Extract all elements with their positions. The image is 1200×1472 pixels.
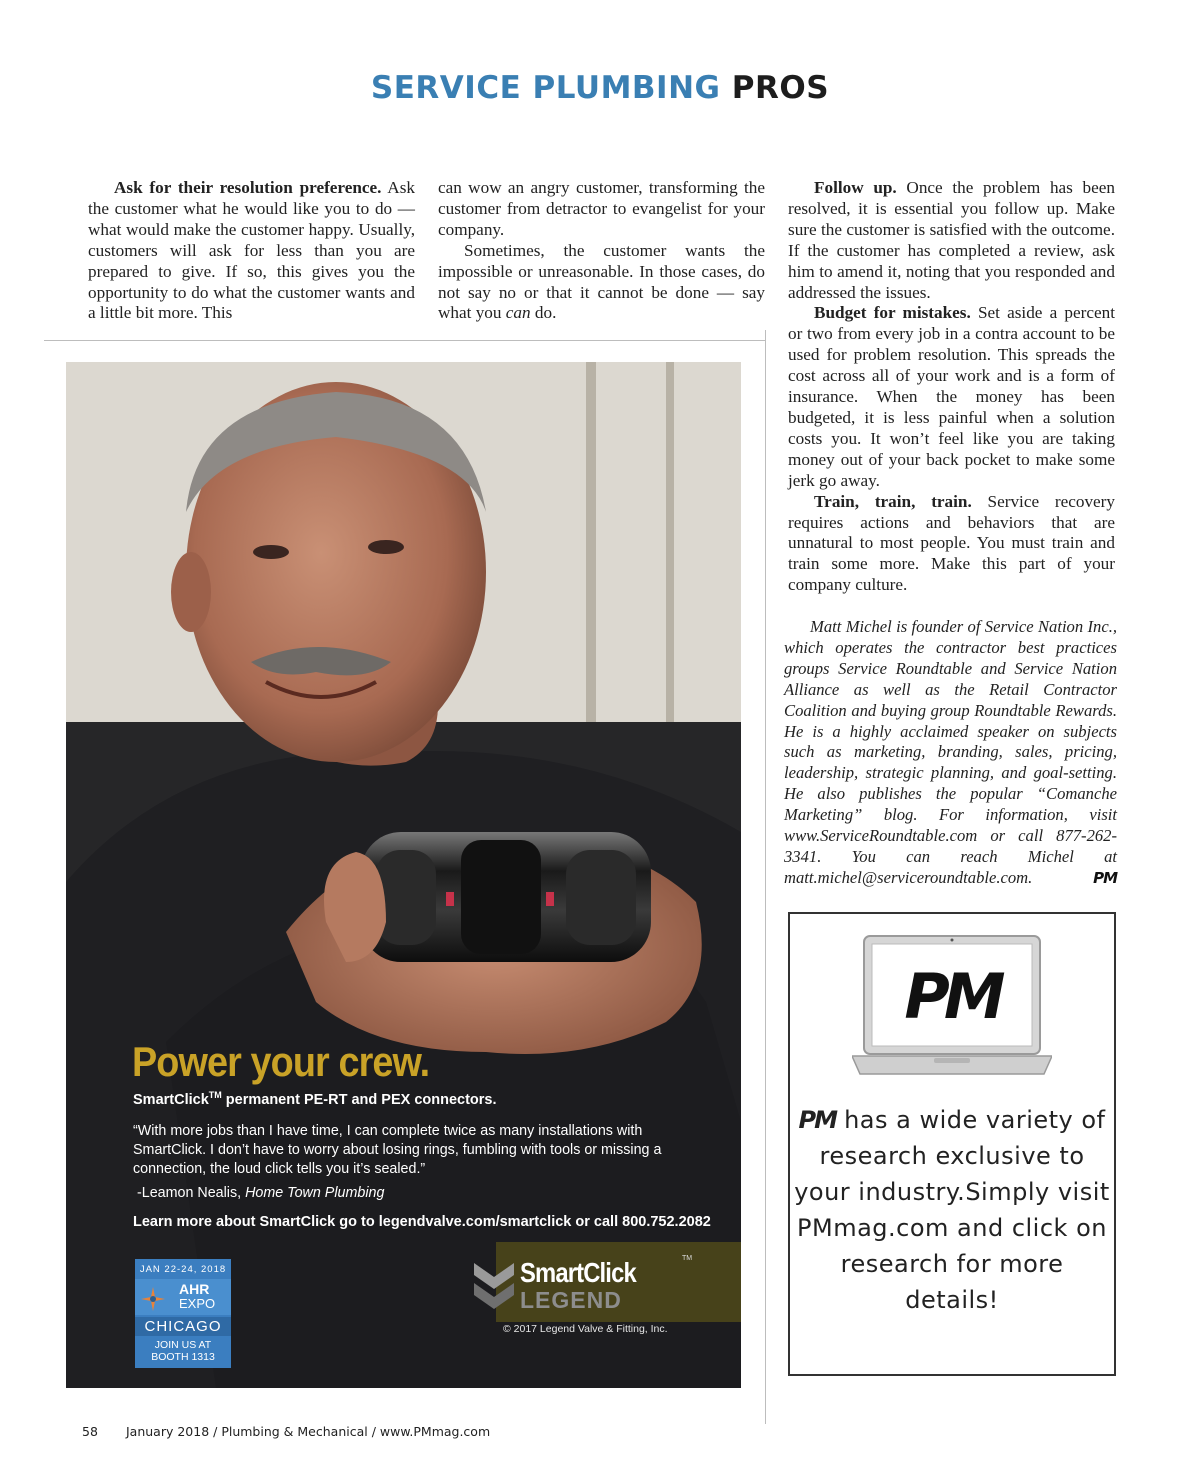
legend-chevron-icon bbox=[474, 1263, 514, 1313]
laptop-icon bbox=[852, 934, 1052, 1084]
paragraph-budget bbox=[788, 303, 1115, 491]
subhead-resolution-preference: Ask for their resolution preference. bbox=[114, 178, 382, 197]
bio-text: Matt Michel is founder of Service Nation Inc., which operates the contractor best practices groups Service Roundtable and Service Nation Alliance as well as the Retail Contractor Coalition and buying group Roundtable Rewards. He is a highly acclaimed speaker on subjects such as marketing, branding, sales, pricing, leadership, strategic planning, and goal-setting. He also publishes the popular “Comanche Marketing” blog. For information, visit www.ServiceRoundtable.com or call 877-262-3341. You can reach Michel at matt.michel@serviceroundtable.com. bbox=[784, 617, 1117, 887]
ahr-pinwheel-icon bbox=[141, 1287, 165, 1311]
paragraph-text: Set aside a percent or two from every job in a contra account to be used for problem resolution. This spreads the cost across all of your work and is a form of insurance. When the money has been budgeted, it is less painful when a solution costs you. It won’t feel like you are taking money out of your back pocket to make some jerk go away. bbox=[788, 303, 1115, 490]
article-column-2 bbox=[438, 178, 765, 324]
author-bio-text bbox=[784, 617, 1117, 889]
subhead-budget: Budget for mistakes. bbox=[814, 303, 971, 323]
paragraph-continuation bbox=[438, 178, 765, 241]
logo-smartclick-text: SmartClick bbox=[520, 1257, 636, 1288]
paragraph-follow-up bbox=[788, 178, 1115, 303]
paragraph-impossible bbox=[438, 241, 765, 325]
paragraph-text: Sometimes, the customer wants the impossible or unreasonable. In those cases, do not say no or that it cannot be done — say what you bbox=[438, 240, 765, 323]
ad-divider-horizontal bbox=[44, 340, 766, 341]
smartclick-advertisement[interactable] bbox=[66, 362, 741, 1388]
logo-legend-text: LEGEND bbox=[520, 1287, 622, 1313]
article-column-1 bbox=[88, 178, 415, 324]
expo-logo bbox=[135, 1279, 231, 1315]
pm-promo-body: has a wide variety of research exclusive to your industry.Simply visit PMmag.com and click on research for more details! bbox=[794, 1106, 1110, 1314]
ad-copyright: © 2017 Legend Valve & Fitting, Inc. bbox=[503, 1323, 668, 1335]
section-header-secondary: PROS bbox=[731, 70, 830, 106]
ad-sub-trademark: TM bbox=[208, 1090, 222, 1100]
paragraph-text: Service recovery requires actions and behaviors that are unnatural to most people. You must train and train some more. Make this part of your company culture. bbox=[788, 491, 1115, 595]
ad-call-to-action[interactable]: Learn more about SmartClick go to legendvalve.com/smartclick or call 800.752.2082 bbox=[133, 1214, 711, 1230]
article-column-3 bbox=[788, 178, 1115, 596]
page-footer bbox=[82, 1424, 490, 1439]
expo-name-ahr: AHR bbox=[179, 1281, 210, 1297]
pm-inline-logo: PM bbox=[798, 1106, 836, 1134]
section-header-primary: SERVICE PLUMBING bbox=[370, 70, 721, 106]
pm-promo-text bbox=[790, 1102, 1114, 1318]
pm-research-promo[interactable] bbox=[788, 912, 1116, 1376]
ad-headline: Power your crew. bbox=[132, 1038, 430, 1085]
expo-date: JAN 22-24, 2018 bbox=[139, 1264, 227, 1275]
section-header bbox=[0, 70, 1200, 106]
expo-join bbox=[135, 1339, 231, 1363]
subhead-train: Train, train, train. bbox=[814, 491, 972, 511]
logo-trademark: TM bbox=[682, 1255, 693, 1262]
author-bio bbox=[784, 617, 1117, 889]
pm-end-mark: PM bbox=[1093, 868, 1117, 887]
expo-join-line-1: JOIN US AT bbox=[154, 1339, 212, 1351]
expo-city: CHICAGO bbox=[135, 1317, 231, 1336]
ad-testimonial: “With more jobs than I have time, I can complete twice as many installations with SmartClick. I don’t have to worry about losing rings, fumbling with tools or missing a connection, the loud click tells you it’s sealed.” bbox=[133, 1123, 662, 1177]
paragraph-resolution-preference bbox=[88, 178, 415, 324]
attribution-company: Home Town Plumbing bbox=[245, 1185, 385, 1201]
page-number: 58 bbox=[82, 1424, 98, 1439]
footer-issue: January 2018 / Plumbing & Mechanical / www.PMmag.com bbox=[125, 1424, 491, 1439]
emphasis-can: can bbox=[505, 303, 531, 323]
ad-subheadline bbox=[133, 1090, 497, 1108]
ad-sub-brand: SmartClick bbox=[133, 1091, 209, 1108]
subhead-follow-up: Follow up. bbox=[814, 178, 897, 197]
expo-name-expo: EXPO bbox=[179, 1296, 216, 1311]
laptop-screen-pm-logo: PM bbox=[904, 960, 1000, 1033]
ad-photo-illustration bbox=[66, 362, 741, 1388]
ahr-expo-badge bbox=[135, 1259, 231, 1368]
paragraph-text: do. bbox=[530, 303, 557, 323]
expo-join-line-2: BOOTH 1313 bbox=[151, 1351, 215, 1363]
ad-testimonial-attribution bbox=[137, 1185, 384, 1201]
paragraph-text: Once the problem has been resolved, it is essential you follow up. Make sure the customer is satisfied with the outcome. If the customer has completed a review, ask him to amend it, noting that you responded and addressed the issues. bbox=[788, 178, 1115, 302]
paragraph-text: Ask the customer what he would like you to do — what would make the customer happy. Usually, customers will ask for less than you are prepared to give. If so, this gives you the opportunity to do what the customer wants and a little bit more. This bbox=[88, 178, 415, 323]
smartclick-legend-logo bbox=[474, 1255, 693, 1313]
paragraph-train bbox=[788, 492, 1115, 597]
ad-sub-text: permanent PE-RT and PEX connectors. bbox=[221, 1091, 497, 1108]
column-divider-vertical bbox=[765, 330, 766, 1424]
attribution-name: -Leamon Nealis, bbox=[137, 1185, 246, 1201]
paragraph-text: can wow an angry customer, transforming the customer from detractor to evangelist for your company. bbox=[438, 178, 765, 239]
